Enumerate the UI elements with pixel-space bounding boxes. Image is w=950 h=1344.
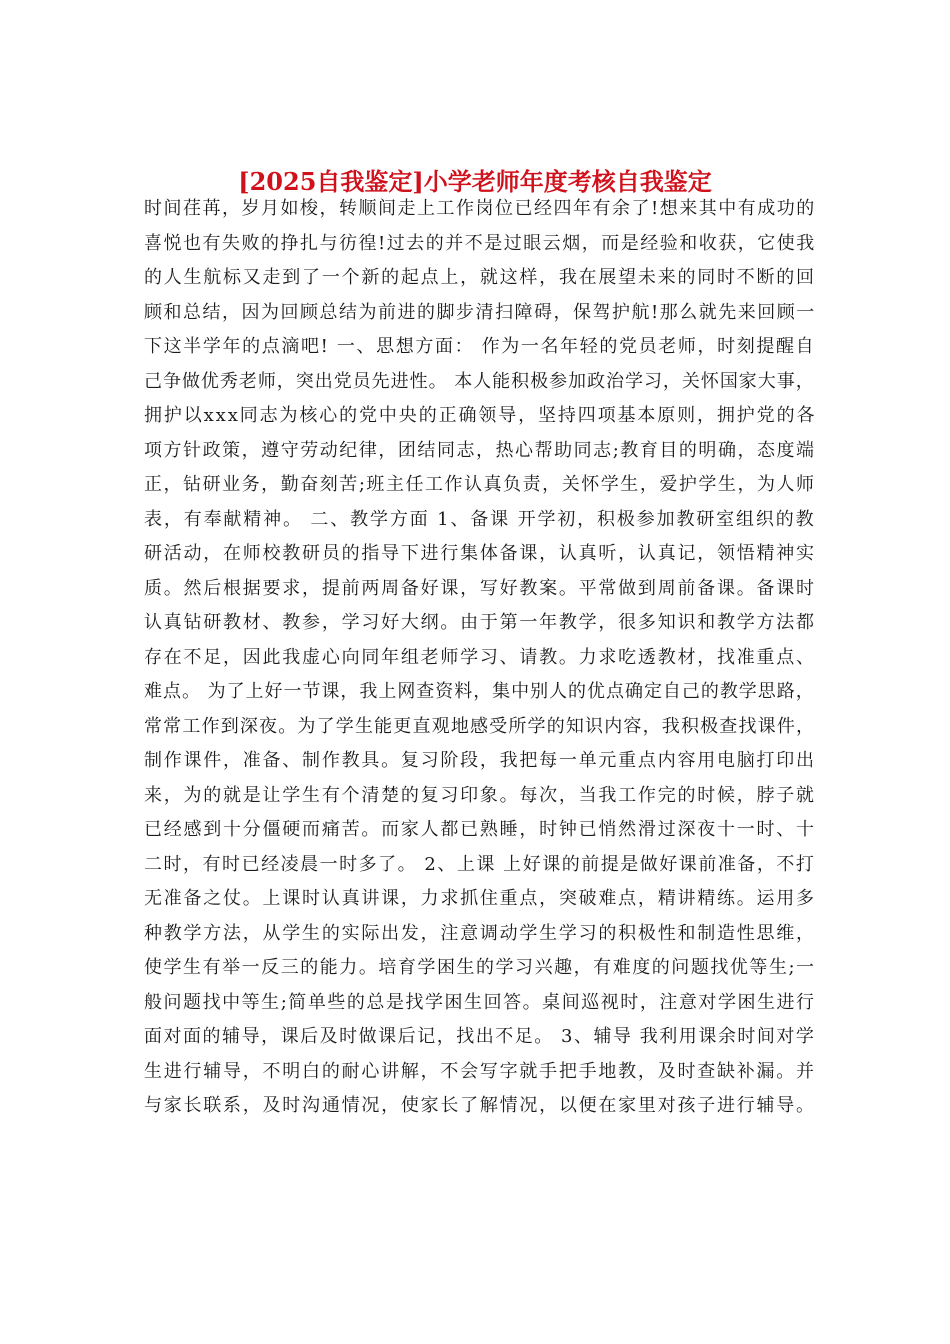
body-line: 表，有奉献精神。 二、教学方面 1、备课 开学初，积极参加教研室组织的教 xyxy=(144,508,816,530)
body-line: 生进行辅导，不明白的耐心讲解，不会写字就手把手地教，及时查缺补漏。并 xyxy=(144,1060,816,1082)
body-line: 下这半学年的点滴吧! 一、思想方面： 作为一名年轻的党员老师，时刻提醒自 xyxy=(144,336,816,357)
body-line: 般问题找中等生;简单些的总是找学困生回答。桌间巡视时，注意对学困生进行 xyxy=(144,991,816,1013)
body-line: 的人生航标又走到了一个新的起点上，就这样，我在展望未来的同时不断的回 xyxy=(144,267,816,288)
body-line: 研活动，在师校教研员的指导下进行集体备课，认真听，认真记，领悟精神实 xyxy=(144,543,816,564)
body-line: 无准备之仗。上课时认真讲课，力求抓住重点，突破难点，精讲精练。运用多 xyxy=(144,888,816,909)
document-body xyxy=(144,192,817,1124)
body-line: 喜悦也有失败的挣扎与彷徨!过去的并不是过眼云烟，而是经验和收获，它使我 xyxy=(144,232,816,254)
body-line: 顾和总结，因为回顾总结为前进的脚步清扫障碍，保驾护航!那么就先来回顾一 xyxy=(144,301,816,323)
body-line: 已经感到十分僵硬而痛苦。而家人都已熟睡，时钟已悄然滑过深夜十一时、十 xyxy=(144,819,816,840)
body-line: 己争做优秀老师，突出党员先进性。 本人能积极参加政治学习，关怀国家大事， xyxy=(144,370,815,392)
body-line: 制作课件，准备、制作教具。复习阶段，我把每一单元重点内容用电脑打印出 xyxy=(144,750,816,771)
document-title: [2025自我鉴定]小学老师年度考核自我鉴定 xyxy=(238,167,712,197)
body-line: 认真钻研教材、教参，学习好大纲。由于第一年教学，很多知识和教学方法都 xyxy=(144,612,816,633)
body-line: 来，为的就是让学生有个清楚的复习印象。每次，当我工作完的时候，脖子就 xyxy=(144,784,816,806)
body-line: 二时，有时已经凌晨一时多了。 2、上课 上好课的前提是做好课前准备，不打 xyxy=(144,853,816,875)
body-line: 拥护以xxx同志为核心的党中央的正确领导，坚持四项基本原则，拥护党的各 xyxy=(144,405,817,426)
body-line: 存在不足，因此我虚心向同年组老师学习、请教。力求吃透教材，找准重点、 xyxy=(144,646,816,668)
body-line: 种教学方法，从学生的实际出发，注意调动学生学习的积极性和制造性思维， xyxy=(144,922,816,944)
body-line: 质。然后根据要求，提前两周备好课，写好教案。平常做到周前备课。备课时 xyxy=(144,577,816,599)
body-line: 时间荏苒，岁月如梭，转顺间走上工作岗位已经四年有余了!想来其中有成功的 xyxy=(144,198,816,219)
body-line: 与家长联系，及时沟通情况，使家长了解情况，以便在家里对孩子进行辅导。 xyxy=(144,1095,816,1116)
body-line: 难点。 为了上好一节课，我上网查资料，集中别人的优点确定自己的教学思路， xyxy=(144,681,815,702)
body-line: 面对面的辅导，课后及时做课后记，找出不足。 3、辅导 我利用课余时间对学 xyxy=(144,1026,816,1047)
body-line: 常常工作到深夜。为了学生能更直观地感受所学的知识内容，我积极查找课件， xyxy=(144,715,816,737)
body-line: 正，钻研业务，勤奋刻苦;班主任工作认真负责，关怀学生，爱护学生，为人师 xyxy=(144,474,816,495)
body-line: 项方针政策，遵守劳动纪律，团结同志，热心帮助同志;教育目的明确，态度端 xyxy=(144,439,816,461)
body-line: 使学生有举一反三的能力。培育学困生的学习兴趣，有难度的问题找优等生;一 xyxy=(144,957,816,978)
